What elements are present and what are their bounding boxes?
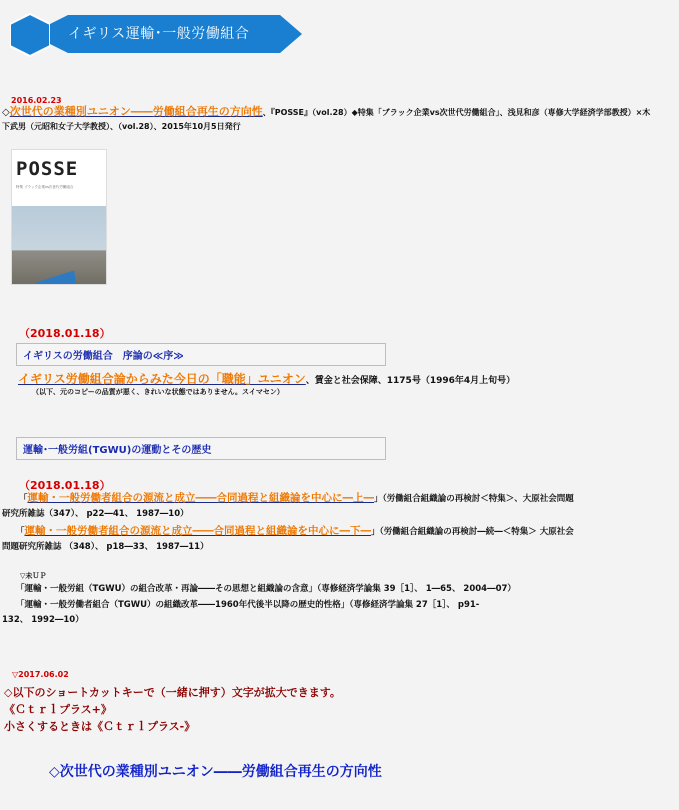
- item4-line2: 132、 1992―10）: [2, 615, 84, 625]
- cover-photo: [12, 206, 107, 285]
- item2-line1-rest: 」（労働組合組織論の再検討―続―＜特集＞ 大原社会: [371, 527, 574, 537]
- section3-item3: 「運輸・一般労組（TGWU）の組合改革・再論――その思想と組織論の含意」（専修経済学論集 39［1］、 1―65、 2004―07）: [16, 584, 516, 594]
- item2-open: 「: [16, 527, 25, 537]
- item2-link[interactable]: 運輸・一般労働者組合の源流と成立――合同過程と組織論を中心に―下―: [24, 525, 372, 537]
- section3-box-title: 運輸･一般労組(TGWU)の運動とその歴史: [16, 437, 386, 460]
- item1-line1-rest: 」（労働組合組織論の再検討＜特集＞、大原社会問題: [374, 494, 574, 504]
- section3-date: （2018.01.18）: [19, 479, 111, 492]
- page-title: イギリス運輸･一般労働組合: [68, 26, 250, 42]
- section2-link[interactable]: イギリス労働組合論からみた今日の「職能」ユニオン: [18, 372, 306, 386]
- flag-graphic: [37, 270, 78, 285]
- item4-line1: 「運輸・一般労働者組合（TGWU）の組織改革――1960年代後半以降の歴史的性格」（専修経済学論集 27［1］、 p91-: [16, 600, 480, 610]
- posse-logo: POSSE: [16, 158, 79, 180]
- posse-cover-subtitle: 特集 ブラック企業vs次世代労働組合: [16, 185, 74, 189]
- section4-date: ▽2017.06.02: [12, 670, 69, 679]
- entry1-text: [2, 105, 674, 134]
- section2-line: [18, 370, 515, 387]
- section2-link-suffix: 、賃金と社会保障、1175号（1996年4月上旬号）: [305, 376, 516, 386]
- shortcut-line2: 《Ｃｔｒｌプラス+》: [4, 703, 112, 716]
- footer-heading-prefix: ◇: [49, 764, 60, 780]
- item2-line2: 問題研究所雑誌 （348）、 p18―33、 1987―11）: [2, 542, 209, 552]
- posse-magazine-cover[interactable]: [11, 149, 107, 285]
- item1-line2: 研究所雑誌（347）、 p22―41、 1987―10）: [2, 509, 189, 519]
- item1-open: 「: [19, 494, 28, 504]
- section3-item4: [2, 598, 674, 628]
- section2-note: （以下、元のコピーの品質が悪く、きれいな状態ではありません。スイマセン）: [32, 388, 284, 396]
- entry1-prefix: ◇: [2, 107, 10, 118]
- unuploaded-mark: ▽未ＵＰ: [20, 572, 47, 580]
- entry-date: 2016.02.23: [11, 96, 62, 105]
- section2-box-title: イギリスの労働組合 序論の≪序≫: [16, 343, 386, 366]
- entry1-desc-line1: 、『POSSE』（vol.28）◆特集「ブラック企業vs次世代労働組合」、浅見和彦（専修大学経済学部教授）×木: [262, 108, 651, 117]
- shortcut-line3: 小さくするときは《Ｃｔｒｌプラス-》: [4, 720, 196, 733]
- shortcut-line1: ◇以下のショートカットキーで（一緒に押す）文字が拡大できます。: [4, 686, 341, 699]
- section3-item2: [2, 524, 674, 555]
- section3-item1: [2, 491, 674, 522]
- entry1-desc-line2: 下武男（元昭和女子大学教授）、（vol.28）、2015年10月5日発行: [2, 122, 241, 131]
- section2-date: （2018.01.18）: [19, 327, 111, 340]
- footer-heading: [49, 761, 382, 781]
- entry1-link[interactable]: 次世代の業種別ユニオン――労働組合再生の方向性: [9, 105, 263, 118]
- footer-heading-text: 次世代の業種別ユニオン――労働組合再生の方向性: [59, 764, 382, 780]
- item1-link[interactable]: 運輸・一般労働者組合の源流と成立――合同過程と組織論を中心に―上―: [27, 492, 375, 504]
